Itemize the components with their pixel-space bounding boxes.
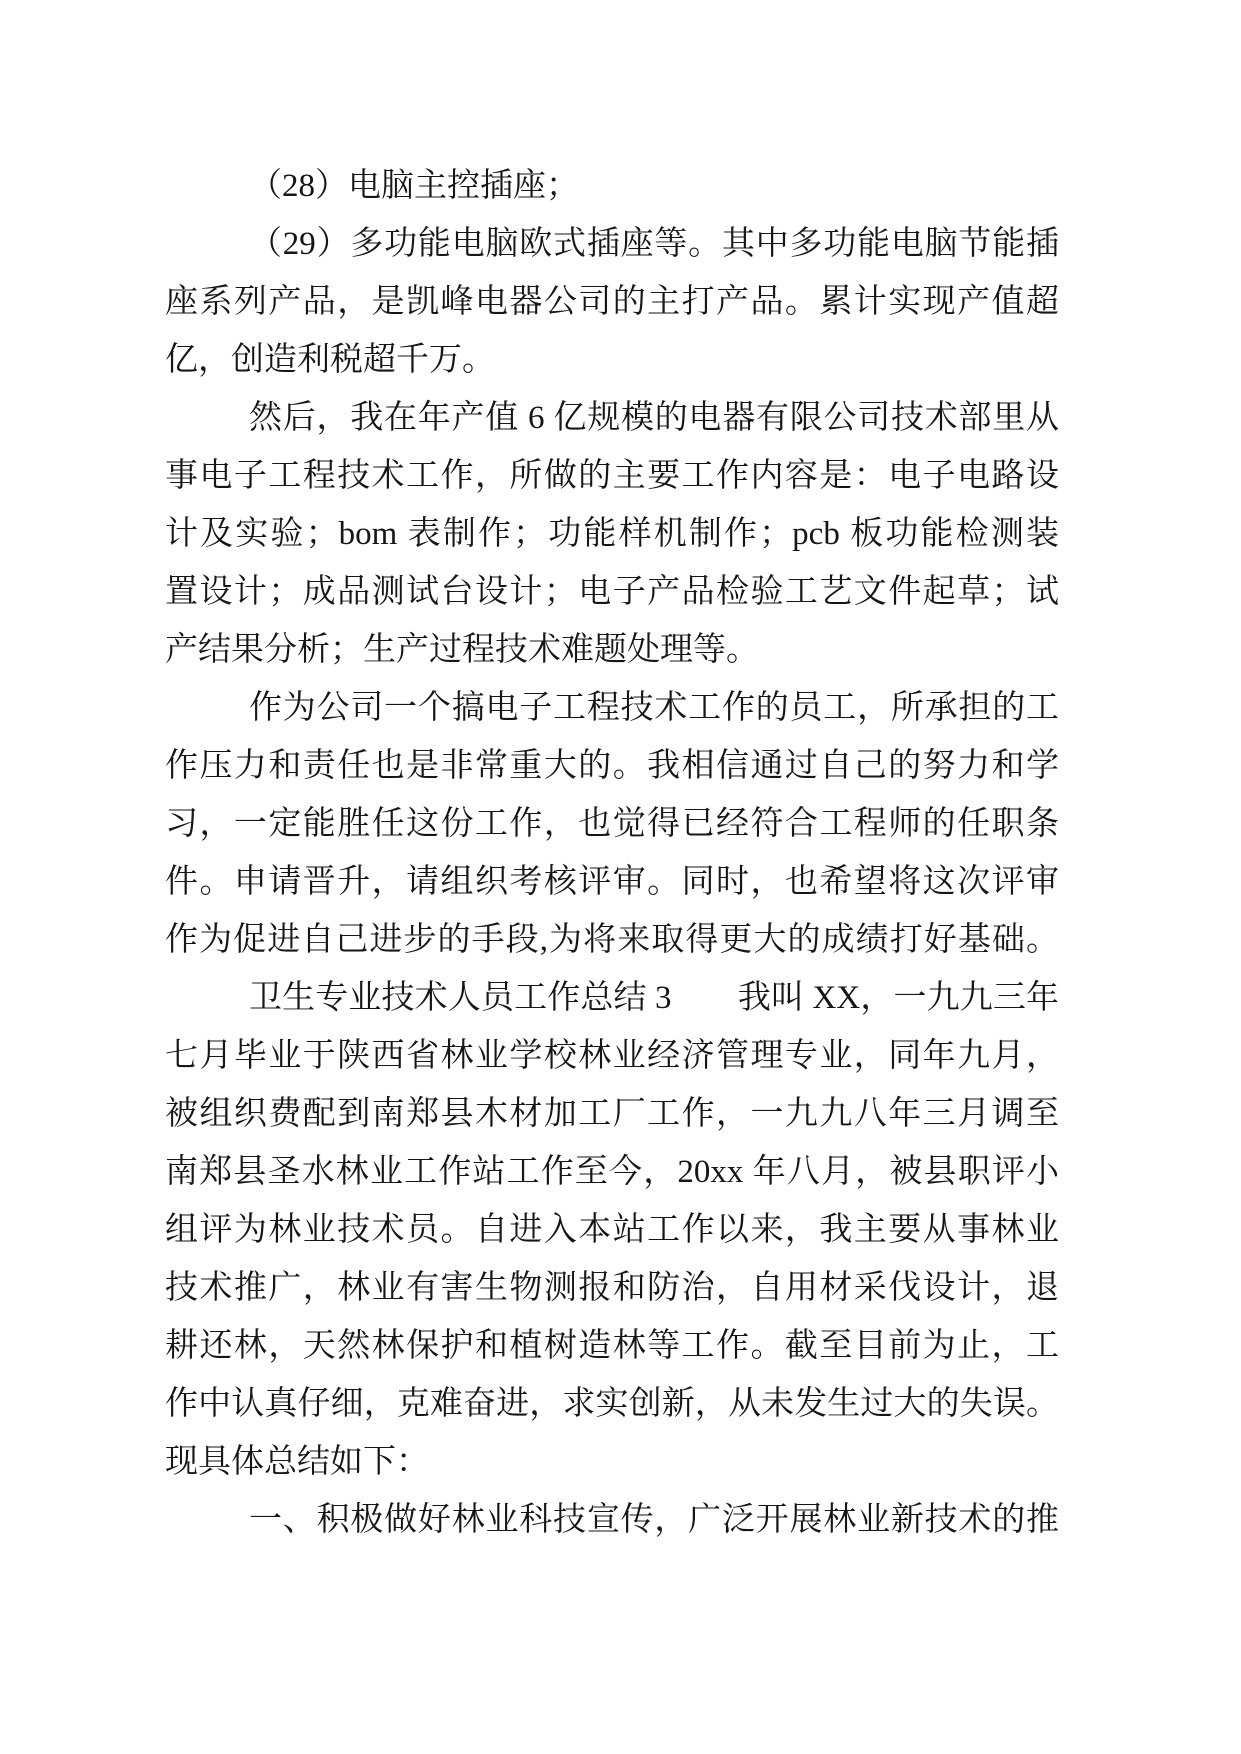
text-line: 作为公司一个搞电子工程技术工作的员工，所承担的工 (249, 690, 1059, 726)
text-line: 技术推广，林业有害生物测报和防治，自用材采伐设计，退 (165, 1270, 1059, 1306)
text-line: 然后，我在年产值 6 亿规模的电器有限公司技术部里从 (249, 400, 1059, 436)
text-line: 被组织费配到南郑县木材加工厂工作，一九九八年三月调至 (165, 1096, 1059, 1132)
text-line: 七月毕业于陕西省林业学校林业经济管理专业，同年九月， (165, 1038, 1059, 1074)
text-line: （29）多功能电脑欧式插座等。其中多功能电脑节能插 (249, 226, 1059, 262)
text-line: 南郑县圣水林业工作站工作至今，20xx 年八月，被县职评小 (165, 1154, 1059, 1190)
text-line: 亿，创造利税超千万。 (165, 342, 495, 378)
text-line: 组评为林业技术员。自进入本站工作以来，我主要从事林业 (165, 1212, 1059, 1248)
text-line: （28）电脑主控插座； (249, 168, 579, 204)
text-line: 计及实验；bom 表制作；功能样机制作；pcb 板功能检测装 (165, 516, 1059, 552)
text-line: 作压力和责任也是非常重大的。我相信通过自己的努力和学 (165, 748, 1059, 784)
text-line: 作为促进自己进步的手段,为将来取得更大的成绩打好基础。 (165, 922, 1059, 958)
text-line: 事电子工程技术工作，所做的主要工作内容是：电子电路设 (165, 458, 1059, 494)
text-line: 习，一定能胜任这份工作，也觉得已经符合工程师的任职条 (165, 806, 1059, 842)
text-line: 置设计；成品测试台设计；电子产品检验工艺文件起草；试 (165, 574, 1059, 610)
text-line: 现具体总结如下： (165, 1444, 429, 1480)
text-line: 作中认真仔细，克难奋进，求实创新，从未发生过大的失误。 (165, 1386, 1059, 1422)
text-line: 件。申请晋升，请组织考核评审。同时，也希望将这次评审 (165, 864, 1059, 900)
text-line: 耕还林，天然林保护和植树造林等工作。截至目前为止，工 (165, 1328, 1059, 1364)
document-text-block (165, 157, 1059, 1549)
text-line: 一、积极做好林业科技宣传，广泛开展林业新技术的推 (249, 1502, 1059, 1538)
text-line: 座系列产品，是凯峰电器公司的主打产品。累计实现产值超 (165, 284, 1059, 320)
text-line: 产结果分析；生产过程技术难题处理等。 (165, 632, 759, 668)
text-line: 卫生专业技术人员工作总结 3 我叫 XX，一九九三年 (249, 980, 1059, 1016)
